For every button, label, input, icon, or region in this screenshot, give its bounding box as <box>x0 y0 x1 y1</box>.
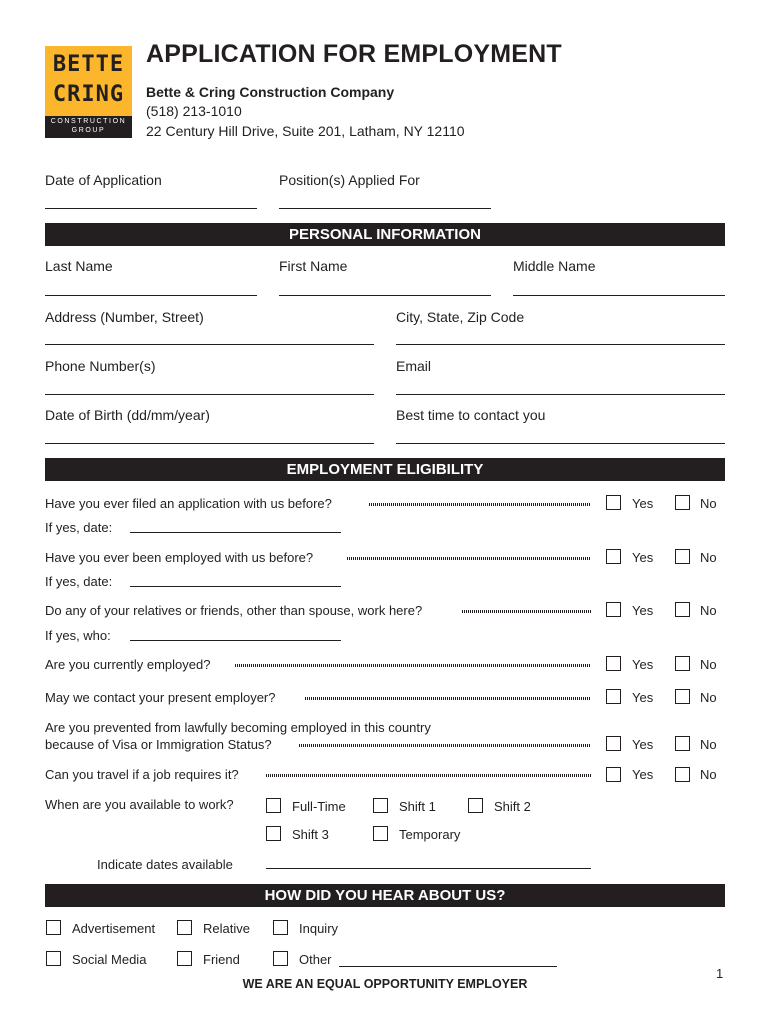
relative-checkbox[interactable] <box>177 920 192 935</box>
logo-word-cring: CRING <box>52 82 125 107</box>
address-hint: (Number, Street) <box>100 309 204 325</box>
question-employed-before: Have you ever been employed with us before? <box>45 550 314 565</box>
friend-checkbox[interactable] <box>177 951 192 966</box>
q4-no-checkbox[interactable] <box>675 656 690 671</box>
q1-followup-label: If yes, date: <box>45 520 113 535</box>
company-name: Bette & Cring Construction Company <box>146 84 395 100</box>
question-filed-before: Have you ever filed an application with us before? <box>45 496 332 511</box>
temporary-label: Temporary <box>399 827 461 842</box>
full-time-checkbox[interactable] <box>266 798 281 813</box>
logo-word-construction: CONSTRUCTION <box>50 118 127 125</box>
q3-no-checkbox[interactable] <box>675 602 690 617</box>
dob-hint: (dd/mm/year) <box>126 407 210 423</box>
question-availability: When are you available to work? <box>45 797 234 812</box>
best-time-label: Best time to contact you <box>396 407 546 423</box>
social-media-label: Social Media <box>72 952 147 967</box>
shift2-checkbox[interactable] <box>468 798 483 813</box>
positions-label: Position(s) Applied For <box>279 172 420 188</box>
q6-no-label: No <box>700 737 717 752</box>
logo-band <box>45 116 132 138</box>
personal-info-heading: PERSONAL INFORMATION <box>45 223 725 246</box>
q2-date-field[interactable] <box>130 586 341 587</box>
email-field[interactable] <box>396 394 725 395</box>
q5-yes-checkbox[interactable] <box>606 689 621 704</box>
question-relatives: Do any of your relatives or friends, other than spouse, work here? <box>45 603 423 618</box>
inquiry-label: Inquiry <box>299 921 339 936</box>
q4-no-label: No <box>700 657 717 672</box>
first-name-label: First Name <box>279 258 348 274</box>
q6-no-checkbox[interactable] <box>675 736 690 751</box>
phone-label: Phone Number(s) <box>45 358 156 374</box>
advertisement-checkbox[interactable] <box>46 920 61 935</box>
question-visa-line1: Are you prevented from lawfully becoming employed in this country <box>45 720 431 735</box>
address-label-text: Address <box>45 309 97 325</box>
shift3-checkbox[interactable] <box>266 826 281 841</box>
dates-available-field[interactable] <box>266 868 591 869</box>
leader-dots <box>266 774 591 777</box>
q7-yes-label: Yes <box>632 767 654 782</box>
address-label <box>45 309 204 325</box>
dob-label <box>45 407 210 423</box>
social-media-checkbox[interactable] <box>46 951 61 966</box>
logo-word-group: GROUP <box>71 127 106 134</box>
q5-no-checkbox[interactable] <box>675 689 690 704</box>
dob-label-text: Date of Birth <box>45 407 123 423</box>
positions-field[interactable] <box>279 208 491 209</box>
dates-available-label: Indicate dates available <box>97 857 233 872</box>
date-of-application-label: Date of Application <box>45 172 162 188</box>
other-checkbox[interactable] <box>273 951 288 966</box>
q6-yes-checkbox[interactable] <box>606 736 621 751</box>
q3-who-field[interactable] <box>130 640 341 641</box>
equal-opportunity-statement: WE ARE AN EQUAL OPPORTUNITY EMPLOYER <box>242 977 528 991</box>
city-label: City, State, Zip Code <box>396 309 525 325</box>
friend-label: Friend <box>203 952 240 967</box>
page-title: APPLICATION FOR EMPLOYMENT <box>146 40 562 68</box>
q4-yes-checkbox[interactable] <box>606 656 621 671</box>
other-label: Other <box>299 952 332 967</box>
company-address: 22 Century Hill Drive, Suite 201, Latham, NY 12110 <box>146 123 465 139</box>
last-name-field[interactable] <box>45 295 257 296</box>
eligibility-heading: EMPLOYMENT ELIGIBILITY <box>45 458 725 481</box>
q1-no-label: No <box>700 496 717 511</box>
question-travel: Can you travel if a job requires it? <box>45 767 239 782</box>
q6-yes-label: Yes <box>632 737 654 752</box>
relative-label: Relative <box>203 921 250 936</box>
best-time-field[interactable] <box>396 443 725 444</box>
date-of-application-field[interactable] <box>45 208 257 209</box>
phone-field[interactable] <box>45 394 374 395</box>
q1-no-checkbox[interactable] <box>675 495 690 510</box>
question-visa-line2: because of Visa or Immigration Status? <box>45 737 272 752</box>
question-currently-employed: Are you currently employed? <box>45 657 211 672</box>
last-name-label: Last Name <box>45 258 113 274</box>
email-label: Email <box>396 358 432 374</box>
leader-dots <box>369 503 591 506</box>
company-phone: (518) 213-1010 <box>146 103 242 119</box>
other-field[interactable] <box>339 966 557 967</box>
leader-dots <box>305 697 591 700</box>
company-logo <box>45 46 132 138</box>
q5-no-label: No <box>700 690 717 705</box>
q7-no-label: No <box>700 767 717 782</box>
advertisement-label: Advertisement <box>72 921 156 936</box>
q2-yes-label: Yes <box>632 550 654 565</box>
hear-heading: HOW DID YOU HEAR ABOUT US? <box>45 884 725 907</box>
shift1-label: Shift 1 <box>399 799 436 814</box>
leader-dots <box>462 610 591 613</box>
leader-dots <box>235 664 591 667</box>
q3-no-label: No <box>700 603 717 618</box>
q3-yes-label: Yes <box>632 603 654 618</box>
middle-name-field[interactable] <box>513 295 725 296</box>
q2-yes-checkbox[interactable] <box>606 549 621 564</box>
q2-no-label: No <box>700 550 717 565</box>
q2-no-checkbox[interactable] <box>675 549 690 564</box>
shift1-checkbox[interactable] <box>373 798 388 813</box>
q3-yes-checkbox[interactable] <box>606 602 621 617</box>
question-contact-employer: May we contact your present employer? <box>45 690 276 705</box>
shift3-label: Shift 3 <box>292 827 329 842</box>
q7-yes-checkbox[interactable] <box>606 767 621 782</box>
q1-date-field[interactable] <box>130 532 341 533</box>
leader-dots <box>347 557 591 560</box>
q1-yes-label: Yes <box>632 496 654 511</box>
leader-dots <box>299 744 591 747</box>
address-field[interactable] <box>45 344 374 345</box>
q5-yes-label: Yes <box>632 690 654 705</box>
q7-no-checkbox[interactable] <box>675 767 690 782</box>
logo-word-bette: BETTE <box>52 52 125 77</box>
q3-followup-label: If yes, who: <box>45 628 111 643</box>
q4-yes-label: Yes <box>632 657 654 672</box>
full-time-label: Full-Time <box>292 799 346 814</box>
middle-name-label: Middle Name <box>513 258 596 274</box>
q1-yes-checkbox[interactable] <box>606 495 621 510</box>
inquiry-checkbox[interactable] <box>273 920 288 935</box>
dob-field[interactable] <box>45 443 374 444</box>
q2-followup-label: If yes, date: <box>45 574 113 589</box>
city-field[interactable] <box>396 344 725 345</box>
first-name-field[interactable] <box>279 295 491 296</box>
shift2-label: Shift 2 <box>494 799 531 814</box>
temporary-checkbox[interactable] <box>373 826 388 841</box>
page-number: 1 <box>716 966 724 981</box>
